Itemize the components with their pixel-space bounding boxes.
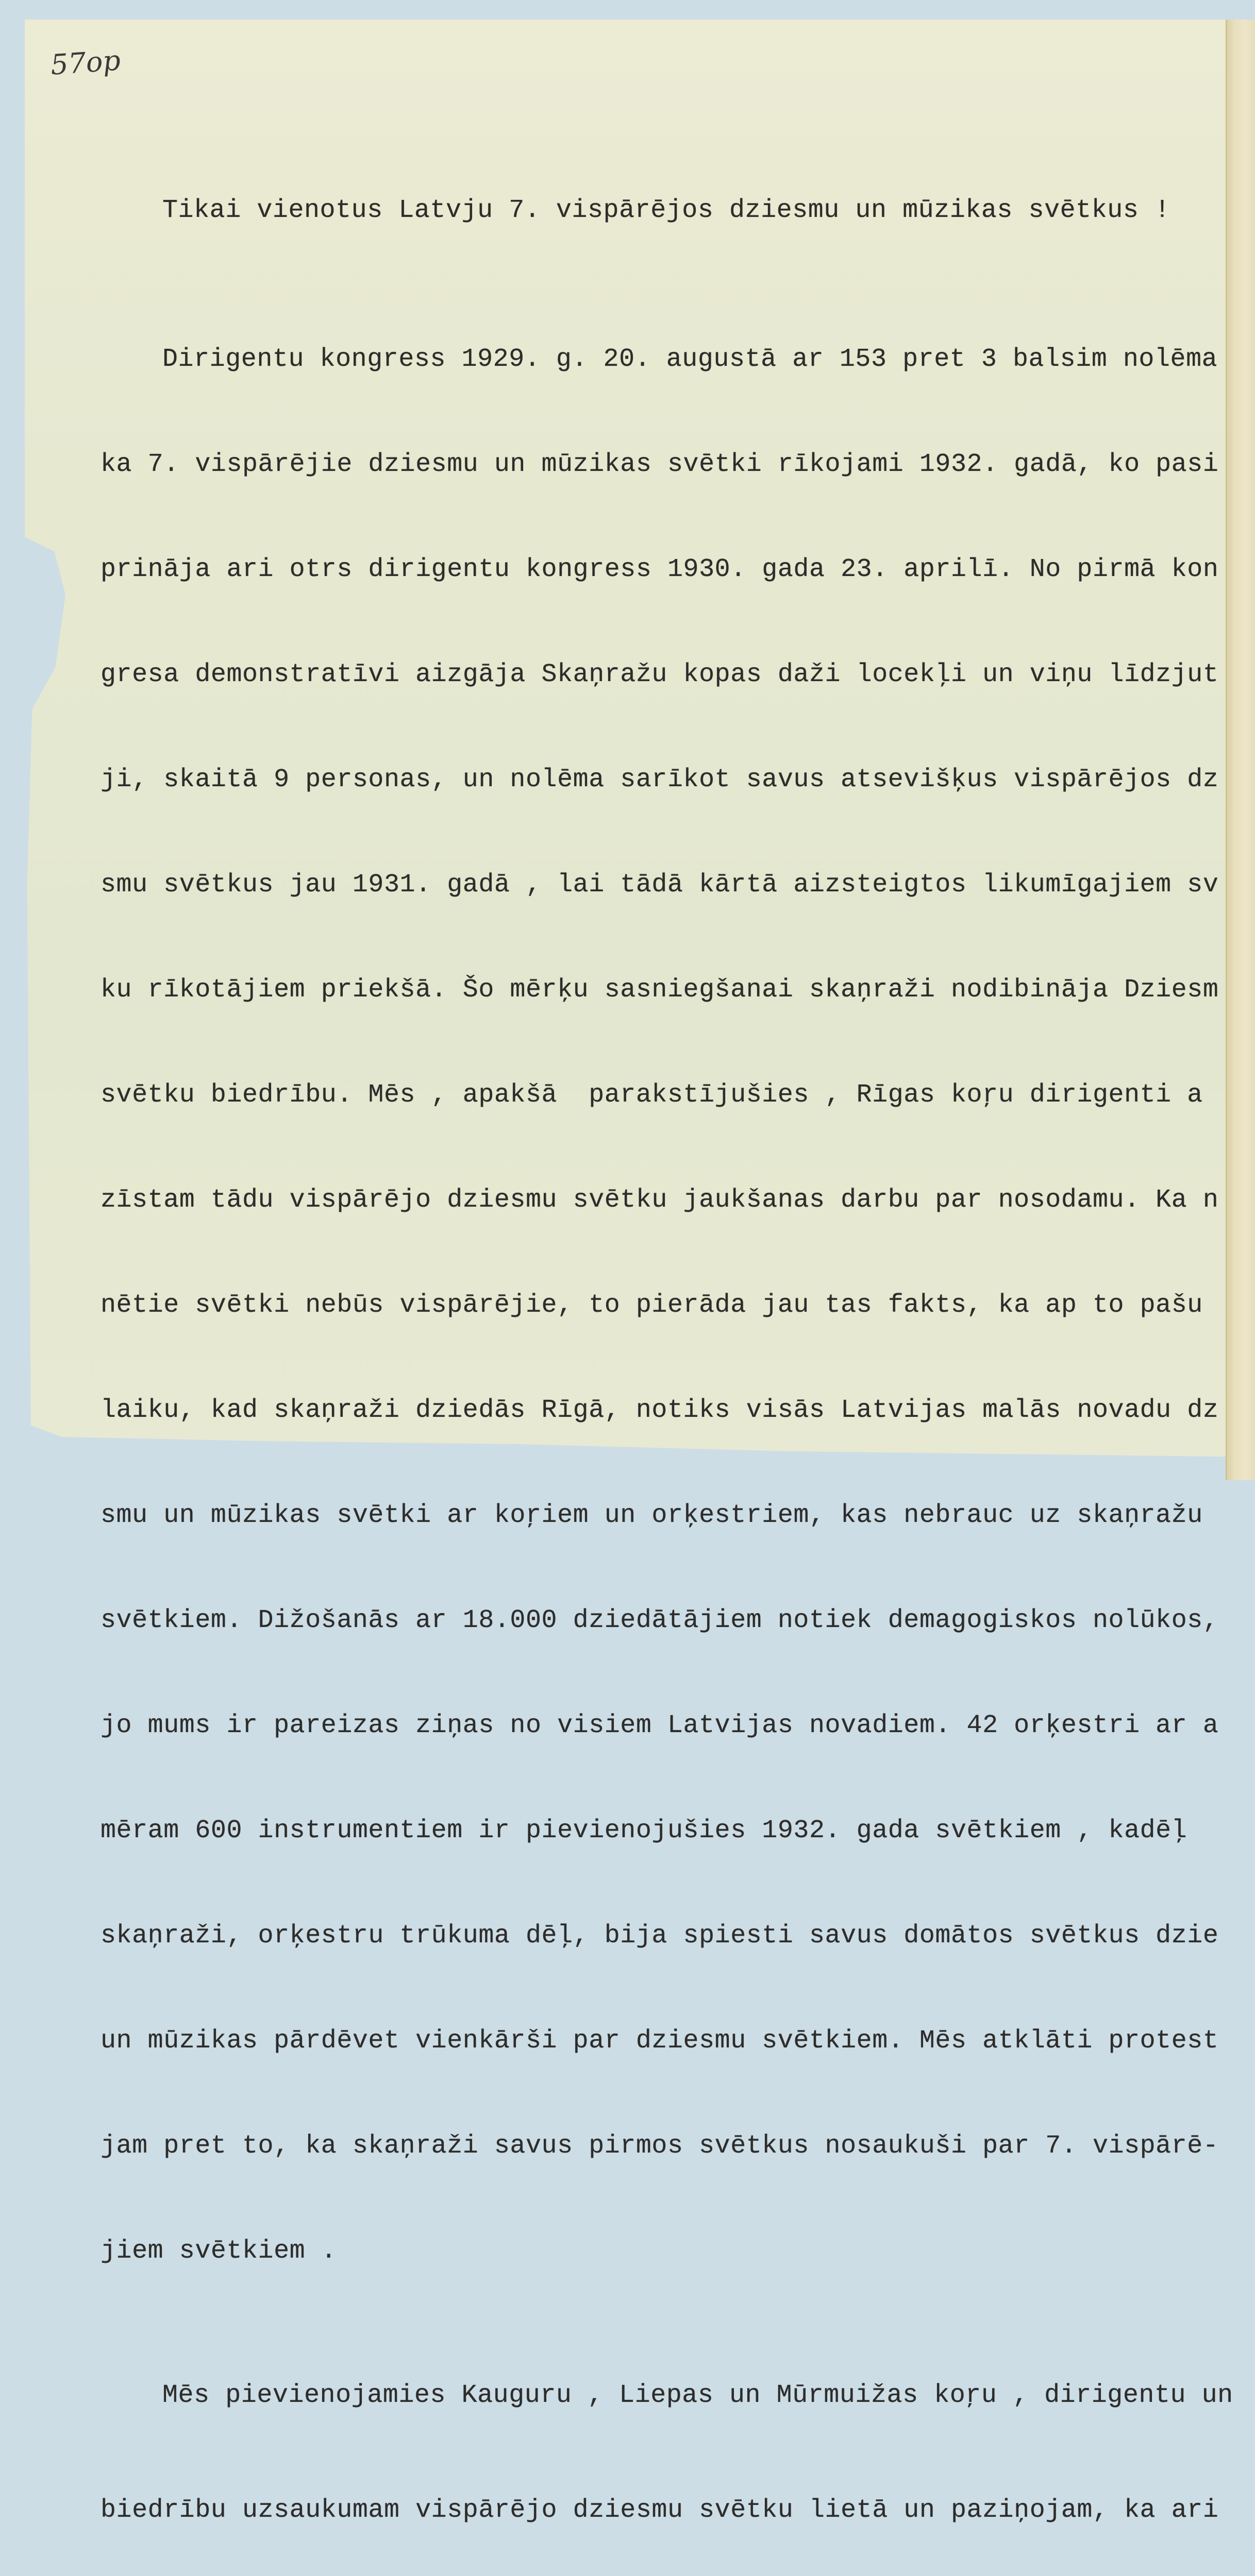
paragraph-1-line: mēram 600 instrumentiem ir pievienojušies 1932. gada svētkiem , kadēļ bbox=[101, 1816, 1187, 1845]
paragraph-1-line: ku rīkotājiem priekšā. Šo mērķu sasniegšanai skaņraži nodibināja Dziesm bbox=[101, 975, 1219, 1005]
paragraph-1-line: smu svētkus jau 1931. gadā , lai tādā kārtā aizsteigtos likumīgajiem sv bbox=[101, 870, 1219, 900]
typewritten-text bbox=[101, 129, 1234, 2576]
paragraph-1-line: ka 7. vispārējie dziesmu un mūzikas svētki rīkojami 1932. gadā, ko pasi bbox=[101, 450, 1219, 479]
paragraph-1-line: skaņraži, orķestru trūkuma dēļ, bija spiesti savus domātos svētkus dzie bbox=[101, 1921, 1219, 1951]
paragraph-1-line: ji, skaitā 9 personas, un nolēma sarīkot savus atsevišķus vispārējos dz bbox=[101, 765, 1219, 794]
paragraph-1-line: un mūzikas pārdēvet vienkārši par dziesmu svētkiem. Mēs atklāti protest bbox=[101, 2026, 1219, 2056]
paragraph-1-line: svētkiem. Dižošanās ar 18.000 dziedātājiem notiek demagogiskos nolūkos, bbox=[101, 1606, 1219, 1635]
paragraph-1-line: Dirigentu kongress 1929. g. 20. augustā ar 153 pret 3 balsim nolēma bbox=[162, 345, 1218, 374]
paragraph-1-line: zīstam tādu vispārējo dziesmu svētku jaukšanas darbu par nosodamu. Ka n bbox=[101, 1185, 1219, 1215]
handwritten-margin-note: 57op bbox=[49, 44, 122, 81]
paragraph-1-line: jiem svētkiem . bbox=[101, 2236, 337, 2266]
paragraph-1-line: jo mums ir pareizas ziņas no visiem Latvijas novadiem. 42 orķestri ar a bbox=[101, 1711, 1219, 1740]
paragraph-1-line: nētie svētki nebūs vispārējie, to pierāda jau tas fakts, ka ap to pašu bbox=[101, 1291, 1203, 1320]
paragraph-1-line: prināja ari otrs dirigentu kongress 1930. gada 23. aprilī. No pirmā kon bbox=[101, 555, 1219, 584]
paragraph-1-line: jam pret to, ka skaņraži savus pirmos svētkus nosaukuši par 7. vispārē- bbox=[101, 2131, 1219, 2161]
document-title: Tikai vienotus Latvju 7. vispārējos dziesmu un mūzikas svētkus ! bbox=[162, 196, 1170, 225]
paragraph-1-line: smu un mūzikas svētki ar koŗiem un orķestriem, kas nebrauc uz skaņražu bbox=[101, 1501, 1203, 1530]
paragraph-1-line: gresa demonstratīvi aizgāja Skaņražu kopas daži locekļi un viņu līdzjut bbox=[101, 660, 1219, 689]
paragraph-1-line: laiku, kad skaņraži dziedās Rīgā, notiks visās Latvijas malās novadu dz bbox=[101, 1396, 1219, 1425]
paragraph-2-line: Mēs pievienojamies Kauguru , Liepas un Mūrmuižas koŗu , dirigentu un bbox=[162, 2381, 1233, 2410]
paragraph-1-line: svētku biedrību. Mēs , apakšā parakstījušies , Rīgas koŗu dirigenti a bbox=[101, 1080, 1203, 1110]
paragraph-2-line: biedrību uzsaukumam vispārējo dziesmu svētku lietā un paziņojam, ka ari bbox=[101, 2496, 1219, 2525]
